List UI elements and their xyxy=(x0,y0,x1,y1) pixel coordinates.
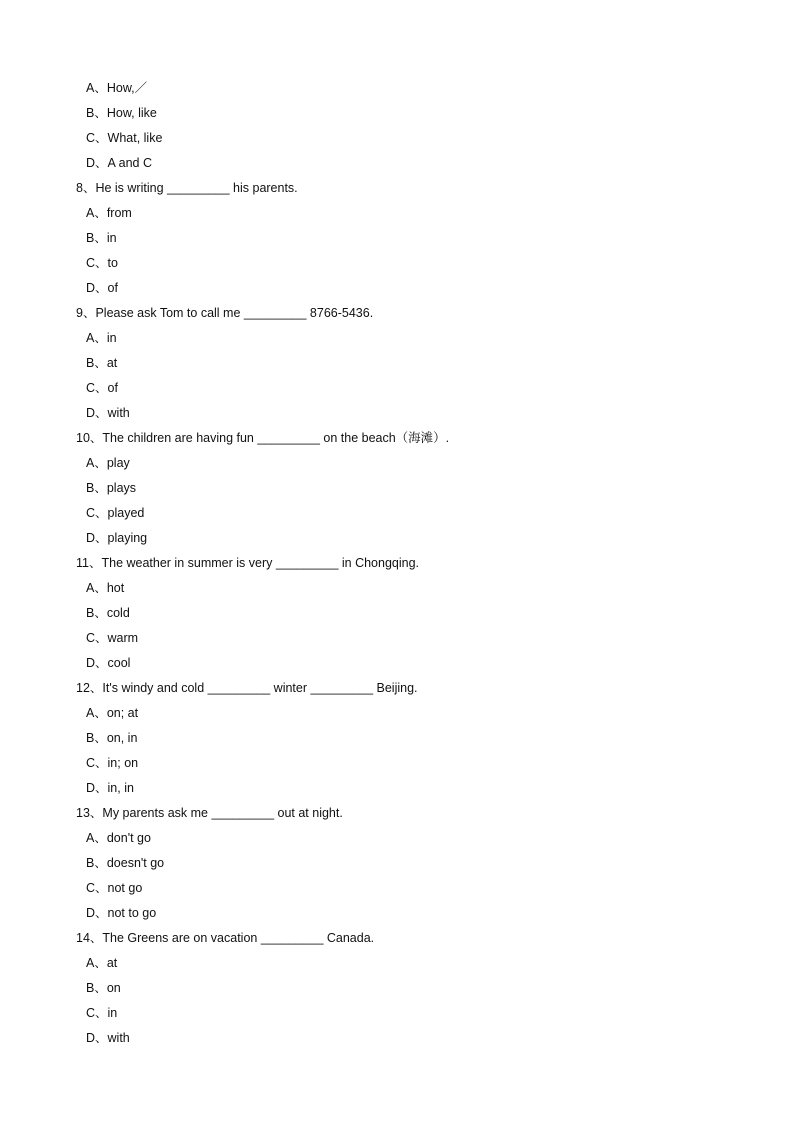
question-line: 10、The children are having fun _________ on the beach（海滩）. xyxy=(76,431,450,445)
option-line: C、in xyxy=(86,1006,118,1020)
option-line: C、What, like xyxy=(86,131,163,145)
option-line: B、at xyxy=(86,356,118,370)
option-line: B、How, like xyxy=(86,106,157,120)
question-line: 8、He is writing _________ his parents. xyxy=(76,181,298,195)
option-line: B、cold xyxy=(86,606,130,620)
option-line: A、in xyxy=(86,331,117,345)
question-line: 11、The weather in summer is very _________ in Chongqing. xyxy=(76,556,420,570)
option-line: B、on, in xyxy=(86,731,138,745)
option-line: A、How,／ xyxy=(86,81,148,95)
option-line: A、from xyxy=(86,206,132,220)
option-line: B、doesn't go xyxy=(86,856,165,870)
option-line: A、at xyxy=(86,956,118,970)
option-line: C、not go xyxy=(86,881,143,895)
option-line: D、with xyxy=(86,1031,130,1045)
option-line: D、in, in xyxy=(86,781,134,795)
option-line: C、in; on xyxy=(86,756,139,770)
option-line: C、of xyxy=(86,381,118,395)
option-line: C、played xyxy=(86,506,145,520)
option-line: D、playing xyxy=(86,531,148,545)
option-line: D、with xyxy=(86,406,130,420)
option-line: D、of xyxy=(86,281,118,295)
option-line: D、A and C xyxy=(86,156,153,170)
option-line: C、warm xyxy=(86,631,139,645)
option-line: C、to xyxy=(86,256,118,270)
option-line: B、in xyxy=(86,231,117,245)
option-line: D、not to go xyxy=(86,906,157,920)
option-line: A、play xyxy=(86,456,130,470)
option-line: D、cool xyxy=(86,656,131,670)
question-line: 13、My parents ask me _________ out at night. xyxy=(76,806,343,820)
option-line: A、hot xyxy=(86,581,125,595)
question-line: 12、It's windy and cold _________ winter _________ Beijing. xyxy=(76,681,418,695)
document-page xyxy=(0,76,794,1051)
option-line: B、plays xyxy=(86,481,137,495)
option-line: A、don't go xyxy=(86,831,151,845)
option-line: A、on; at xyxy=(86,706,139,720)
question-line: 14、The Greens are on vacation _________ Canada. xyxy=(76,931,375,945)
option-line: B、on xyxy=(86,981,121,995)
question-line: 9、Please ask Tom to call me _________ 8766-5436. xyxy=(76,306,374,320)
